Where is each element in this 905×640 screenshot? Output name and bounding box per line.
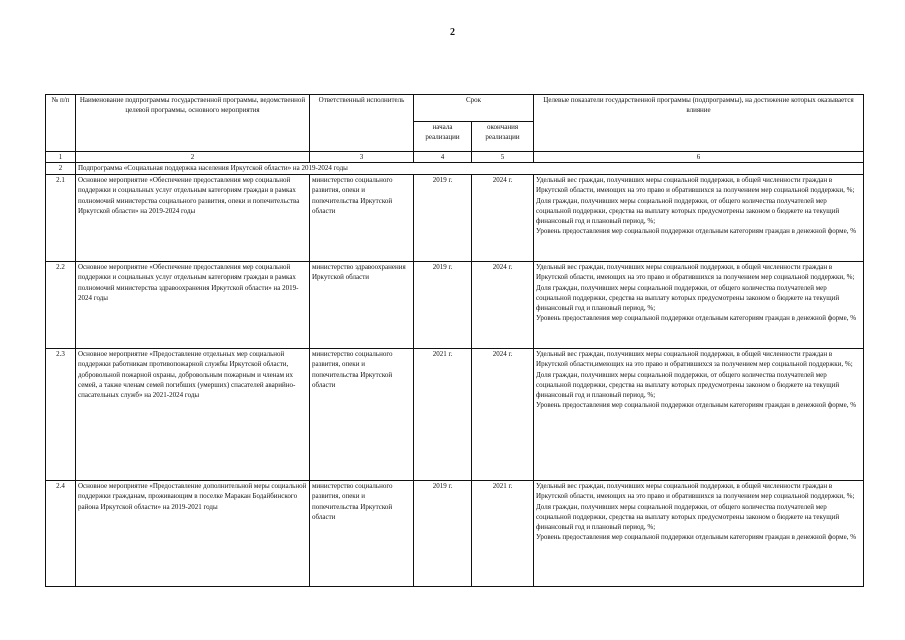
column-number: 2 — [76, 152, 310, 163]
subprogram-num: 2 — [46, 163, 76, 175]
header-col-term: Срок — [414, 95, 534, 122]
target-text: Уровень предоставления мер социальной поддержки отдельным категориям граждан в денежной форме, % — [536, 227, 857, 236]
header-row — [46, 95, 864, 122]
column-number: 5 — [472, 152, 534, 163]
row-start: 2019 г. — [414, 262, 472, 349]
target-text: Удельный вес граждан, получивших меры социальной поддержки, в общей численности граждан в Иркутской области, имеющих на это право и обратившихся за получением мер социальной поддержки, %; — [536, 482, 855, 501]
column-number: 4 — [414, 152, 472, 163]
target-text: Удельный вес граждан, получивших меры социальной поддержки, в общей численности граждан в Иркутской области,имеющих на это право и обратившихся за получением мер социальной поддержки, %; — [536, 350, 853, 369]
column-number: 1 — [46, 152, 76, 163]
table-row — [46, 481, 864, 587]
target-text: Уровень предоставления мер социальной поддержки отдельным категориям граждан в денежной форме, % — [536, 314, 857, 323]
table-row — [46, 349, 864, 481]
row-responsible: министерство здравоохранения Иркутской области — [310, 262, 414, 349]
table-row — [46, 175, 864, 262]
page-number: 2 — [450, 27, 455, 38]
row-name: Основное мероприятие «Предоставление отдельных мер социальной поддержки работникам противопожарной службы Иркутской области, добровольной пожарной охраны, добровольным пожарным и членам их семей, а также членам семей погибших (умерших) спасателей аварийно-спасательных служб» на 2021-2024 годы — [76, 349, 310, 481]
target-text: Удельный вес граждан, получивших меры социальной поддержки, в общей численности граждан в Иркутской области, имеющих на это право и обратившихся за получением мер социальной поддержки, %; — [536, 263, 855, 282]
target-text: Доля граждан, получивших меры социальной поддержки, от общего количества получателей мер социальной поддержки, средства на выплату которых предусмотрены законом о бюджете на текущий финансовый год и плановый период, %; — [536, 370, 840, 400]
row-responsible: министерство социального развития, опеки и попечительства Иркутской области — [310, 481, 414, 587]
header-col-responsible: Ответственный исполнитель — [310, 95, 414, 152]
column-number: 3 — [310, 152, 414, 163]
row-end: 2021 г. — [472, 481, 534, 587]
programs-table — [45, 94, 864, 587]
table-row — [46, 262, 864, 349]
column-number: 6 — [534, 152, 864, 163]
row-start: 2021 г. — [414, 349, 472, 481]
row-responsible: министерство социального развития, опеки и попечительства Иркутской области — [310, 175, 414, 262]
target-text: Доля граждан, получивших меры социальной поддержки, от общего количества получателей мер социальной поддержки, средства на выплату которых предусмотрены законом о бюджете на текущий финансовый год и плановый период, %; — [536, 283, 840, 313]
row-targets — [534, 262, 864, 349]
target-text: Доля граждан, получивших меры социальной поддержки, от общего количества получателей мер социальной поддержки, средства на выплату которых предусмотрены законом о бюджете на текущий финансовый год и плановый период, %; — [536, 502, 840, 532]
header-col-num: № п/п — [46, 95, 76, 152]
header-col-name: Наименование подпрограммы государственной программы, ведомственной целевой программы, основного мероприятия — [76, 95, 310, 152]
row-name: Основное мероприятие «Обеспечение предоставления мер социальной поддержки и социальных услуг отдельным категориям граждан в рамках полномочий министерства социального развития, опеки и попечительства Иркутской области» на 2019-2024 годы — [76, 175, 310, 262]
row-num: 2.1 — [46, 175, 76, 262]
row-end: 2024 г. — [472, 175, 534, 262]
header-col-targets: Целевые показатели государственной программы (подпрограммы), на достижение которых оказывается влияние — [534, 95, 864, 152]
row-num: 2.3 — [46, 349, 76, 481]
target-text: Уровень предоставления мер социальной поддержки отдельным категориям граждан в денежной форме, % — [536, 533, 857, 542]
row-end: 2024 г. — [472, 349, 534, 481]
row-start: 2019 г. — [414, 175, 472, 262]
target-text: Удельный вес граждан, получивших меры социальной поддержки, в общей численности граждан в Иркутской области, имеющих на это право и обратившихся за получением мер социальной поддержки, %; — [536, 176, 855, 195]
target-text: Доля граждан, получивших меры социальной поддержки, от общего количества получателей мер социальной поддержки, средства на выплату которых предусмотрены законом о бюджете на текущий финансовый год и плановый период, %; — [536, 196, 840, 226]
row-num: 2.4 — [46, 481, 76, 587]
row-targets — [534, 481, 864, 587]
row-num: 2.2 — [46, 262, 76, 349]
subprogram-title: Подпрограмма «Социальная поддержка населения Иркутской области» на 2019-2024 годы — [76, 163, 864, 175]
target-text: Уровень предоставления мер социальной поддержки отдельным категориям граждан в денежной форме, % — [536, 401, 857, 410]
row-name: Основное мероприятие «Обеспечение предоставления мер социальной поддержки и социальных услуг отдельным категориям граждан в рамках полномочий министерства здравоохранения Иркутской области» на 2019-2024 годы — [76, 262, 310, 349]
header-col-end: окончания реализации — [472, 122, 534, 152]
row-responsible: министерство социального развития, опеки и попечительства Иркутской области — [310, 349, 414, 481]
row-start: 2019 г. — [414, 481, 472, 587]
row-end: 2024 г. — [472, 262, 534, 349]
row-name: Основное мероприятие «Предоставление дополнительной меры социальной поддержки гражданам, проживающим в поселке Маракан Бодайбинского района Иркутской области» на 2019-2021 годы — [76, 481, 310, 587]
row-targets — [534, 349, 864, 481]
subprogram-row — [46, 163, 864, 175]
column-numbers-row — [46, 152, 864, 163]
header-col-start: начала реализации — [414, 122, 472, 152]
row-targets — [534, 175, 864, 262]
